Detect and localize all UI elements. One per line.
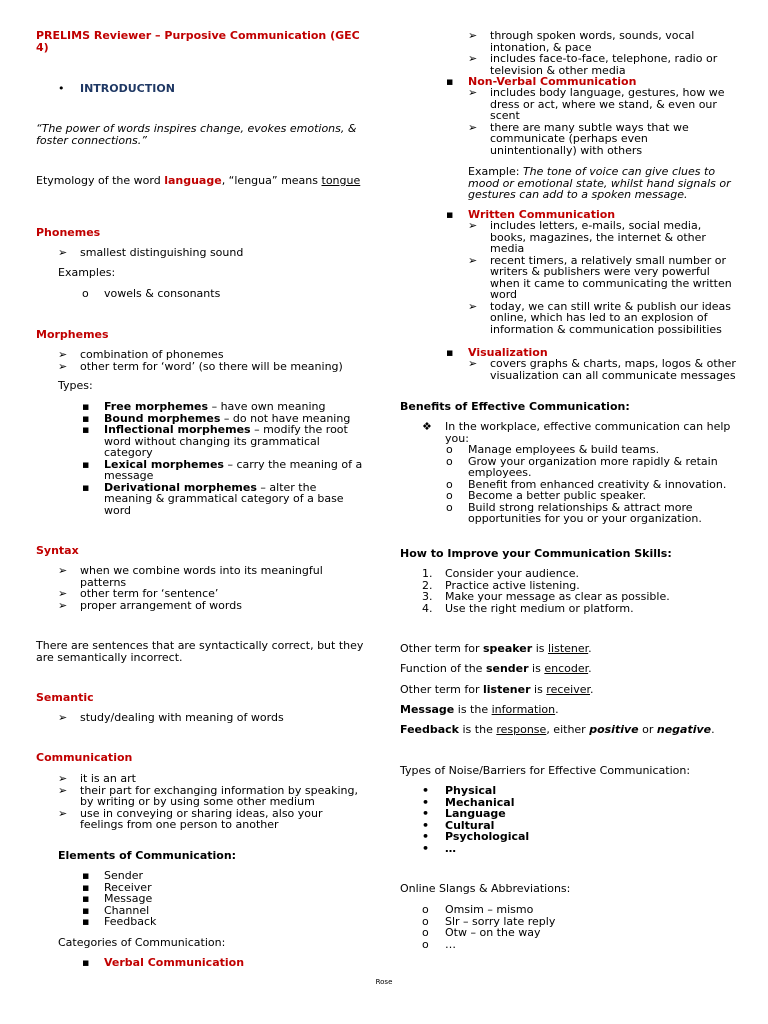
list-item: ➢ combination of phonemes xyxy=(58,348,224,361)
benefits-lead: ❖ In the workplace, effective communication can help you: xyxy=(422,420,731,445)
written-heading: Written Communication xyxy=(468,208,616,221)
list-item: 4. Use the right medium or platform. xyxy=(422,601,634,615)
document-title: PRELIMS Reviewer – Purposive Communication (GEC 4) xyxy=(36,29,360,54)
list-item: ➢ it is an art xyxy=(58,772,136,785)
square-bullet-icon: ▪ xyxy=(82,400,90,413)
benefits-heading: Benefits of Effective Communication: xyxy=(400,400,630,413)
bullet-dot-icon: • xyxy=(422,784,430,797)
list-item: ➢ through spoken words, sounds, vocal intonation, & pace xyxy=(468,29,695,54)
arrow-bullet-icon: ➢ xyxy=(58,246,68,259)
noise-heading: Types of Noise/Barriers for Effective Communication: xyxy=(400,764,691,777)
arrow-bullet-icon: ➢ xyxy=(468,299,478,313)
list-item: ▪ Derivational morphemes – alter the meaning & grammatical category of a base word xyxy=(82,480,344,517)
circle-bullet-icon: o xyxy=(446,489,453,502)
list-item: o … xyxy=(422,937,456,951)
bullet-dot-icon: • xyxy=(422,795,430,809)
list-item: ▪ Lexical morphemes – carry the meaning of a message xyxy=(82,457,363,482)
nonverbal-list xyxy=(468,87,736,156)
arrow-bullet-icon: ➢ xyxy=(58,348,68,361)
nonverbal-example: Example: The tone of voice can give clues to mood or emotional state, whilst hand signals or gestures can add to a spoken message. xyxy=(468,165,731,201)
square-bullet-icon: ▪ xyxy=(446,346,454,359)
list-item: ▪ Sender xyxy=(82,869,143,882)
list-item: ➢ other term for ‘word’ (so there will be meaning) xyxy=(58,359,343,373)
phonemes-item-text: smallest distinguishing sound xyxy=(80,246,244,259)
list-number: 3. xyxy=(422,590,433,603)
list-item: ➢ when we combine words into its meaningful patterns xyxy=(58,564,323,589)
improve-list xyxy=(422,568,736,614)
categories-label: Categories of Communication: xyxy=(58,936,226,949)
arrow-bullet-icon: ➢ xyxy=(58,772,68,785)
list-item: • Psychological xyxy=(422,830,530,843)
square-bullet-icon: ▪ xyxy=(82,956,90,969)
list-item: ▪ Feedback xyxy=(82,915,157,928)
list-item: o Benefit from enhanced creativity & innovation. xyxy=(446,477,727,491)
phonemes-item xyxy=(58,247,366,259)
square-bullet-icon: ▪ xyxy=(82,457,90,471)
square-bullet-icon: ▪ xyxy=(82,892,90,905)
morphemes-heading: Morphemes xyxy=(36,328,109,341)
list-item: ▪ Channel xyxy=(82,903,150,917)
arrow-bullet-icon: ➢ xyxy=(468,52,478,65)
list-item: 2. Practice active listening. xyxy=(422,578,580,592)
list-item: ▪ Message xyxy=(82,892,153,905)
arrow-bullet-icon: ➢ xyxy=(58,564,68,577)
arrow-bullet-icon: ➢ xyxy=(468,357,478,370)
list-item: ➢ proper arrangement of words xyxy=(58,598,242,612)
morphemes-types-list xyxy=(82,401,366,516)
bullet-dot-icon: • xyxy=(422,830,430,843)
circle-bullet-icon: o xyxy=(446,477,453,491)
square-bullet-icon: ▪ xyxy=(82,903,90,917)
list-item: o Grow your organization more rapidly & retain employees. xyxy=(446,454,718,479)
etymology-meaning: tongue xyxy=(321,174,361,187)
list-item: ➢ there are many subtle ways that we communicate (perhaps even unintentionally) with others xyxy=(468,120,689,157)
visualization-item: ➢ covers graphs & charts, maps, logos & other visualization can all communicate messages xyxy=(468,357,736,382)
circle-bullet-icon: o xyxy=(422,903,429,916)
list-item: • Physical xyxy=(422,784,497,797)
arrow-bullet-icon: ➢ xyxy=(58,359,68,373)
syntax-list xyxy=(58,565,366,611)
diamond-bullet-icon: ❖ xyxy=(422,420,432,433)
list-item: 1. Consider your audience. xyxy=(422,567,579,580)
etymology-word: language xyxy=(164,174,222,187)
square-bullet-icon: ▪ xyxy=(446,75,454,88)
intro-heading: INTRODUCTION xyxy=(80,82,175,95)
list-item: ▪ Free morphemes – have own meaning xyxy=(82,400,326,413)
phonemes-heading: Phonemes xyxy=(36,226,101,239)
slang-heading: Online Slangs & Abbreviations: xyxy=(400,882,571,895)
circle-bullet-icon: o xyxy=(422,926,429,939)
circle-bullet-icon: o xyxy=(446,454,453,468)
morphemes-types-label: Types: xyxy=(58,379,93,392)
list-item: o Become a better public speaker. xyxy=(446,489,647,502)
quote: “The power of words inspires change, evokes emotions, & foster connections.” xyxy=(36,122,357,147)
list-item: 3. Make your message as clear as possible. xyxy=(422,590,670,603)
list-item: ➢ their part for exchanging information by speaking, by writing or by using some other medium xyxy=(58,783,358,808)
bullet-dot-icon: • xyxy=(422,818,430,832)
list-item: o Omsim – mismo xyxy=(422,903,534,916)
list-number: 1. xyxy=(422,567,433,580)
arrow-bullet-icon: ➢ xyxy=(468,86,478,99)
verbal-heading: Verbal Communication xyxy=(104,956,245,969)
improve-heading: How to Improve your Communication Skills: xyxy=(400,547,672,560)
square-bullet-icon: ▪ xyxy=(446,208,454,221)
list-item: ▪ Bound morphemes – do not have meaning xyxy=(82,411,351,425)
list-item: ➢ includes body language, gestures, how we dress or act, where we stand, & even our scent xyxy=(468,86,725,122)
list-item: ➢ other term for ‘sentence’ xyxy=(58,587,219,600)
list-item: • Mechanical xyxy=(422,795,515,809)
page-footer: Rose xyxy=(375,978,393,986)
square-bullet-icon: ▪ xyxy=(82,480,90,494)
list-item: o Build strong relationships & attract more opportunities for you or your organization. xyxy=(446,500,702,525)
bullet-dot-icon: • xyxy=(58,82,65,95)
term-message: Message is the information. xyxy=(400,703,559,716)
verbal-list xyxy=(468,30,736,76)
benefits-list xyxy=(446,444,736,525)
list-item: ➢ use in conveying or sharing ideas, also your feelings from one person to another xyxy=(58,806,323,831)
list-item: • … xyxy=(422,841,456,855)
term-speaker: Other term for speaker is listener. xyxy=(400,642,592,655)
elements-list xyxy=(82,870,366,928)
arrow-bullet-icon: ➢ xyxy=(58,806,68,820)
etymology xyxy=(36,175,366,187)
term-feedback: Feedback is the response, either positive or negative. xyxy=(400,723,715,736)
morphemes-list xyxy=(58,349,366,372)
term-sender: Function of the sender is encoder. xyxy=(400,662,592,675)
arrow-bullet-icon: ➢ xyxy=(58,587,68,600)
elements-heading: Elements of Communication: xyxy=(58,849,237,862)
bullet-dot-icon: • xyxy=(422,841,430,855)
list-number: 4. xyxy=(422,601,433,615)
etymology-mid: , “lengua” means xyxy=(221,174,322,187)
arrow-bullet-icon: ➢ xyxy=(468,253,478,267)
square-bullet-icon: ▪ xyxy=(82,915,90,928)
square-bullet-icon: ▪ xyxy=(82,423,90,436)
list-item: o Slr – sorry late reply xyxy=(422,914,556,928)
phonemes-examples-label: Examples: xyxy=(58,266,116,279)
arrow-bullet-icon: ➢ xyxy=(468,29,478,42)
term-listener: Other term for listener is receiver. xyxy=(400,683,594,696)
list-item: ➢ includes face-to-face, telephone, radio or television & other media xyxy=(468,52,718,77)
bullet-dot-icon: • xyxy=(422,807,430,820)
noise-list xyxy=(422,785,736,854)
list-item: ▪ Inflectional morphemes – modify the root word without changing its grammatical category xyxy=(82,423,348,459)
syntax-note: There are sentences that are syntactically correct, but they are semantically incorrect. xyxy=(36,639,364,664)
square-bullet-icon: ▪ xyxy=(82,880,90,894)
list-number: 2. xyxy=(422,578,433,592)
written-list xyxy=(468,220,736,335)
circle-bullet-icon: o xyxy=(422,914,429,928)
intro-row xyxy=(58,83,366,95)
list-item: • Language xyxy=(422,807,506,820)
list-item: o Manage employees & build teams. xyxy=(446,443,660,456)
square-bullet-icon: ▪ xyxy=(82,411,90,425)
list-item: ➢ recent timers, a relatively small number or writers & publishers were very powerful when it came to communicating the written word xyxy=(468,253,732,301)
arrow-bullet-icon: ➢ xyxy=(58,783,68,797)
list-item: o Otw – on the way xyxy=(422,926,541,939)
semantic-heading: Semantic xyxy=(36,691,94,704)
circle-bullet-icon: o xyxy=(446,500,453,514)
slang-list xyxy=(422,904,736,950)
circle-bullet-icon: o xyxy=(422,937,429,951)
list-item: • Cultural xyxy=(422,818,495,832)
arrow-bullet-icon: ➢ xyxy=(58,711,68,724)
arrow-bullet-icon: ➢ xyxy=(58,598,68,612)
arrow-bullet-icon: ➢ xyxy=(468,120,478,134)
arrow-bullet-icon: ➢ xyxy=(468,219,478,232)
verbal-row xyxy=(82,957,366,969)
semantic-item: ➢ study/dealing with meaning of words xyxy=(58,711,284,724)
phonemes-example-text: vowels & consonants xyxy=(104,287,221,300)
list-item: ➢ includes letters, e-mails, social media, books, magazines, the internet & other media xyxy=(468,219,706,255)
list-item: ➢ today, we can still write & publish our ideas online, which has led to an explosion of information & communication possibilities xyxy=(468,299,731,336)
phonemes-example xyxy=(82,288,366,300)
circle-bullet-icon: o xyxy=(446,443,453,456)
communication-list xyxy=(58,773,366,831)
visualization-heading: Visualization xyxy=(468,346,548,359)
list-item: ▪ Receiver xyxy=(82,880,152,894)
communication-heading: Communication xyxy=(36,751,133,764)
square-bullet-icon: ▪ xyxy=(82,869,90,882)
nonverbal-heading: Non-Verbal Communication xyxy=(468,75,637,88)
syntax-heading: Syntax xyxy=(36,544,79,557)
etymology-pre: Etymology of the word xyxy=(36,174,165,187)
circle-bullet-icon: o xyxy=(82,287,89,300)
